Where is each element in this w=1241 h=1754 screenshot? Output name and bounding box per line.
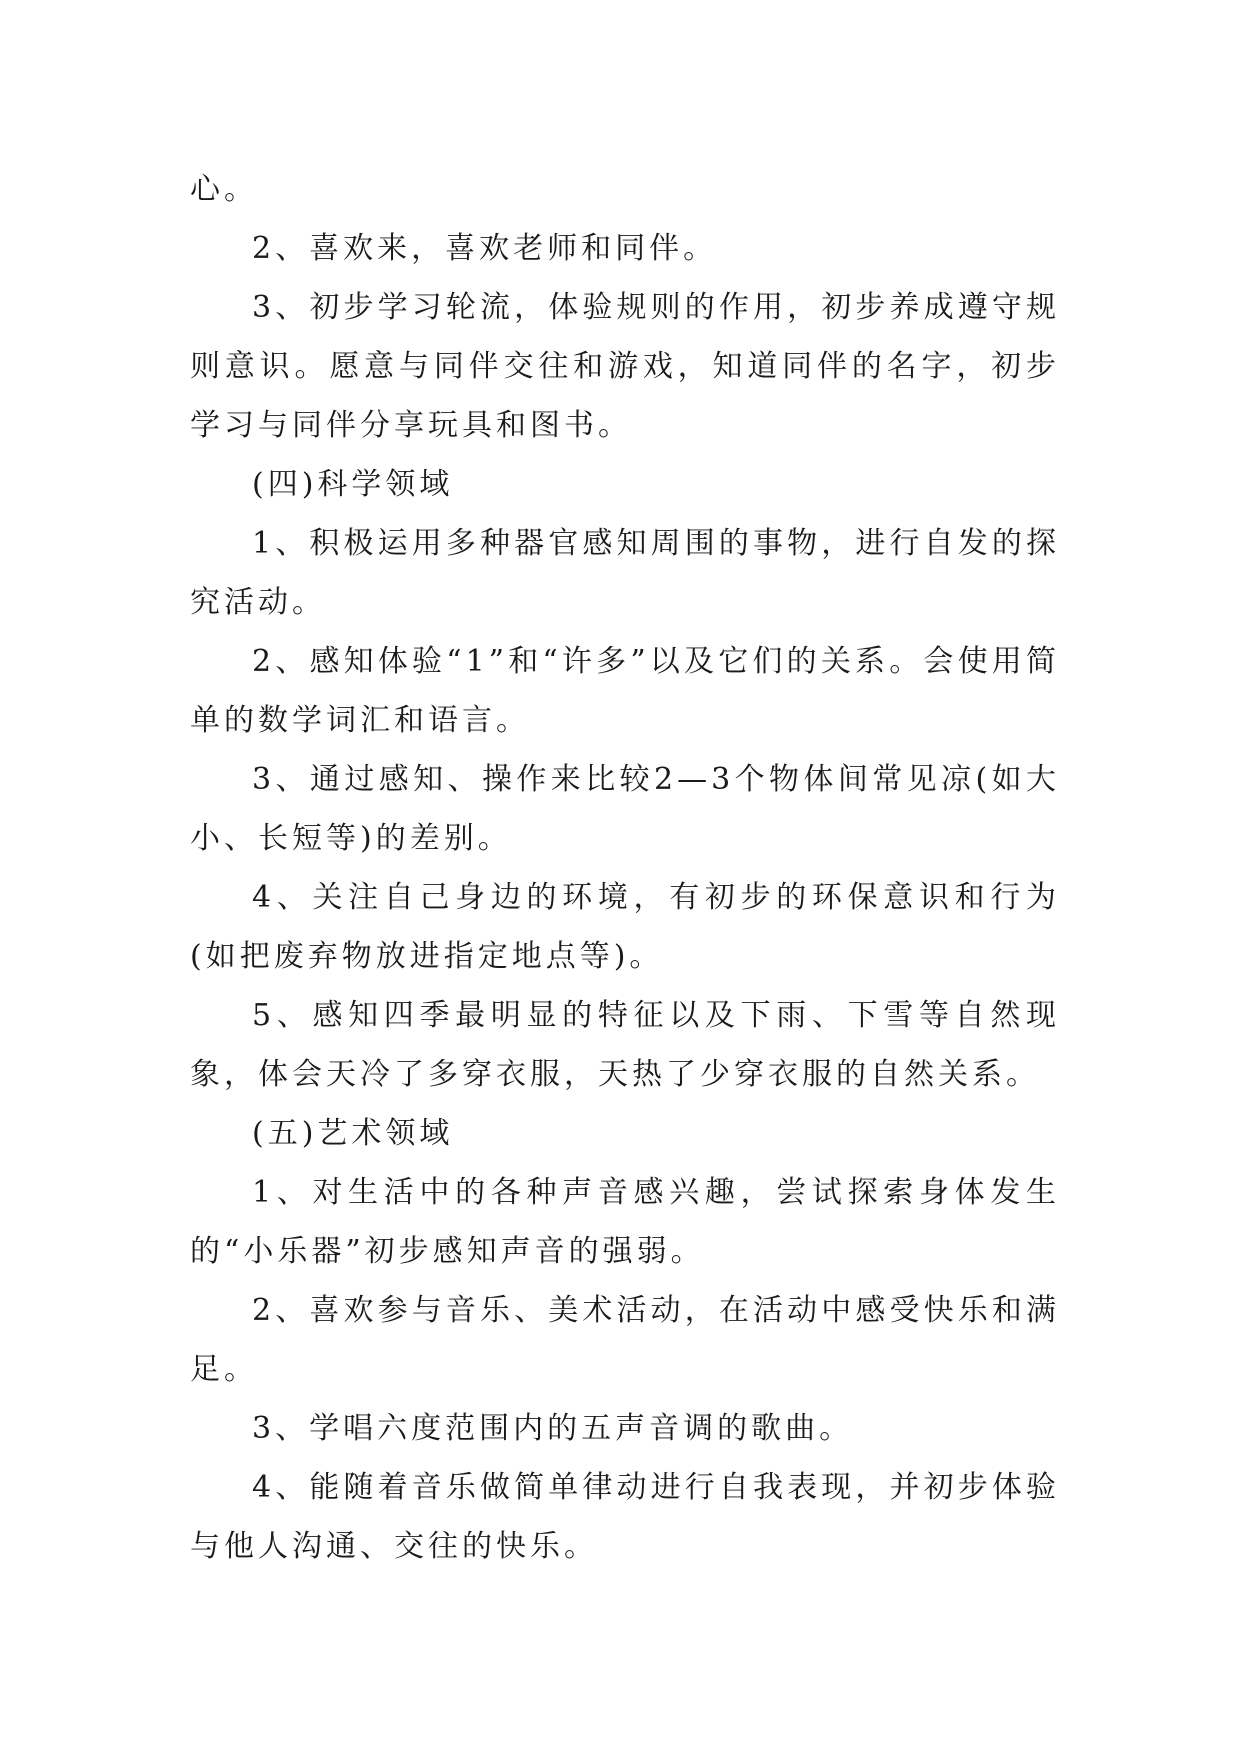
- section-heading-art: (五)艺术领域: [252, 1116, 454, 1151]
- science-item-5: 5、感知四季最明显的特征以及下雨、下雪等自然现象，体会天冷了多穿衣服，天热了少穿衣服的自然关系。: [190, 998, 1060, 1092]
- art-item-4: 4、能随着音乐做简单律动进行自我表现，并初步体验与他人沟通、交往的快乐。: [190, 1470, 1060, 1564]
- paragraph-continuation: 心。: [190, 172, 258, 207]
- art-item-1: 1、对生活中的各种声音感兴趣，尝试探索身体发生的“小乐器”初步感知声音的强弱。: [190, 1175, 1060, 1269]
- science-item-1: 1、积极运用多种器官感知周围的事物，进行自发的探究活动。: [190, 526, 1060, 620]
- art-item-3: 3、学唱六度范围内的五声音调的歌曲。: [252, 1411, 854, 1446]
- social-item-2: 2、喜欢来，喜欢老师和同伴。: [252, 231, 718, 266]
- document-body: [190, 160, 1060, 1576]
- science-item-2: 2、感知体验“1”和“许多”以及它们的关系。会使用简单的数学词汇和语言。: [190, 644, 1060, 738]
- science-item-4: 4、关注自己身边的环境，有初步的环保意识和行为(如把废弃物放进指定地点等)。: [190, 880, 1060, 974]
- social-item-3: 3、初步学习轮流，体验规则的作用，初步养成遵守规则意识。愿意与同伴交往和游戏，知道同伴的名字，初步学习与同伴分享玩具和图书。: [190, 290, 1060, 443]
- art-item-2: 2、喜欢参与音乐、美术活动，在活动中感受快乐和满足。: [190, 1293, 1060, 1387]
- section-heading-science: (四)科学领域: [252, 467, 454, 502]
- science-item-3: 3、通过感知、操作来比较2—3个物体间常见凉(如大小、长短等)的差别。: [190, 762, 1060, 856]
